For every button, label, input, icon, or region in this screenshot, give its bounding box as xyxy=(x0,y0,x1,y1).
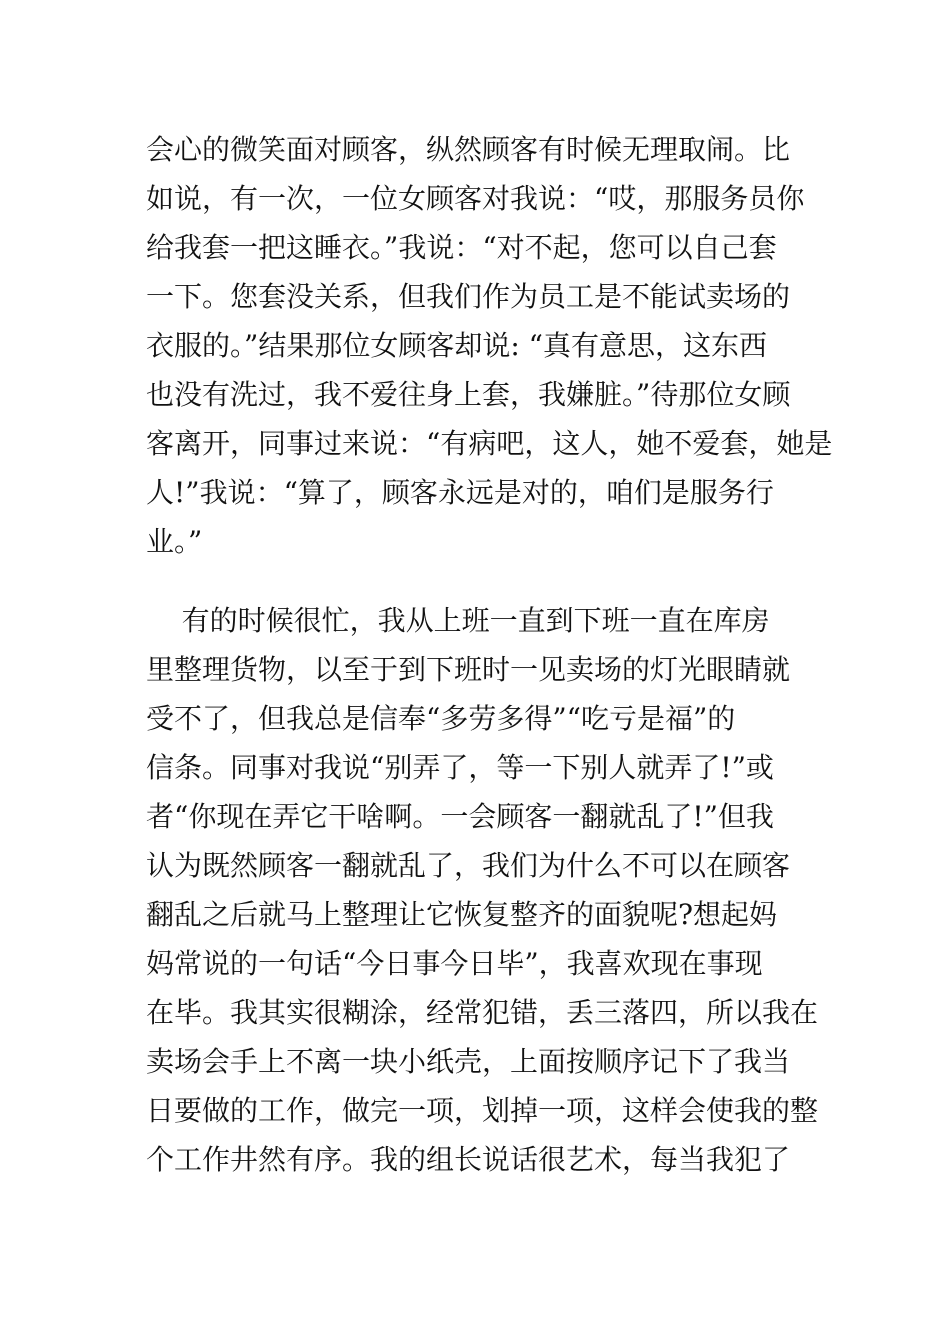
text-line: 一下。您套没关系，但我们作为员工是不能试卖场的 xyxy=(146,280,791,313)
text-line: 个工作井然有序。我的组长说话很艺术，每当我犯了 xyxy=(146,1143,791,1176)
text-line: 信条。同事对我说“别弄了，等一下别人就弄了!”或 xyxy=(146,751,774,784)
paragraph-2 xyxy=(146,596,819,1184)
text-line: 受不了，但我总是信奉“多劳多得”“吃亏是福”的 xyxy=(146,702,736,735)
text-line: 衣服的。”结果那位女顾客却说: “真有意思，这东西 xyxy=(146,329,767,362)
text-line: 里整理货物，以至于到下班时一见卖场的灯光眼睛就 xyxy=(146,653,791,686)
text-line: 有的时候很忙，我从上班一直到下班一直在库房 xyxy=(146,604,770,637)
text-line: 如说，有一次，一位女顾客对我说：“哎，那服务员你 xyxy=(146,182,805,215)
text-line: 在毕。我其实很糊涂，经常犯错，丢三落四，所以我在 xyxy=(146,996,819,1029)
text-line: 日要做的工作，做完一项，划掉一项，这样会使我的整 xyxy=(146,1094,819,1127)
text-line: 会心的微笑面对顾客，纵然顾客有时候无理取闹。比 xyxy=(146,133,791,166)
text-line: 人!”我说：“算了，顾客永远是对的，咱们是服务行 xyxy=(146,476,774,509)
text-line: 给我套一把这睡衣。”我说：“对不起，您可以自己套 xyxy=(146,231,777,264)
text-line: 翻乱之后就马上整理让它恢复整齐的面貌呢?想起妈 xyxy=(146,898,778,931)
text-line: 者“你现在弄它干啥啊。一会顾客一翻就乱了!”但我 xyxy=(146,800,774,833)
text-line: 客离开，同事过来说：“有病吧，这人，她不爱套，她是 xyxy=(146,427,833,460)
text-line: 妈常说的一句话“今日事今日毕”，我喜欢现在事现 xyxy=(146,947,763,980)
text-line: 认为既然顾客一翻就乱了，我们为什么不可以在顾客 xyxy=(146,849,791,882)
text-line: 业。” xyxy=(146,525,203,558)
paragraph-1 xyxy=(146,125,833,566)
text-line: 也没有洗过，我不爱往身上套，我嫌脏。”待那位女顾 xyxy=(146,378,791,411)
text-line: 卖场会手上不离一块小纸壳，上面按顺序记下了我当 xyxy=(146,1045,791,1078)
